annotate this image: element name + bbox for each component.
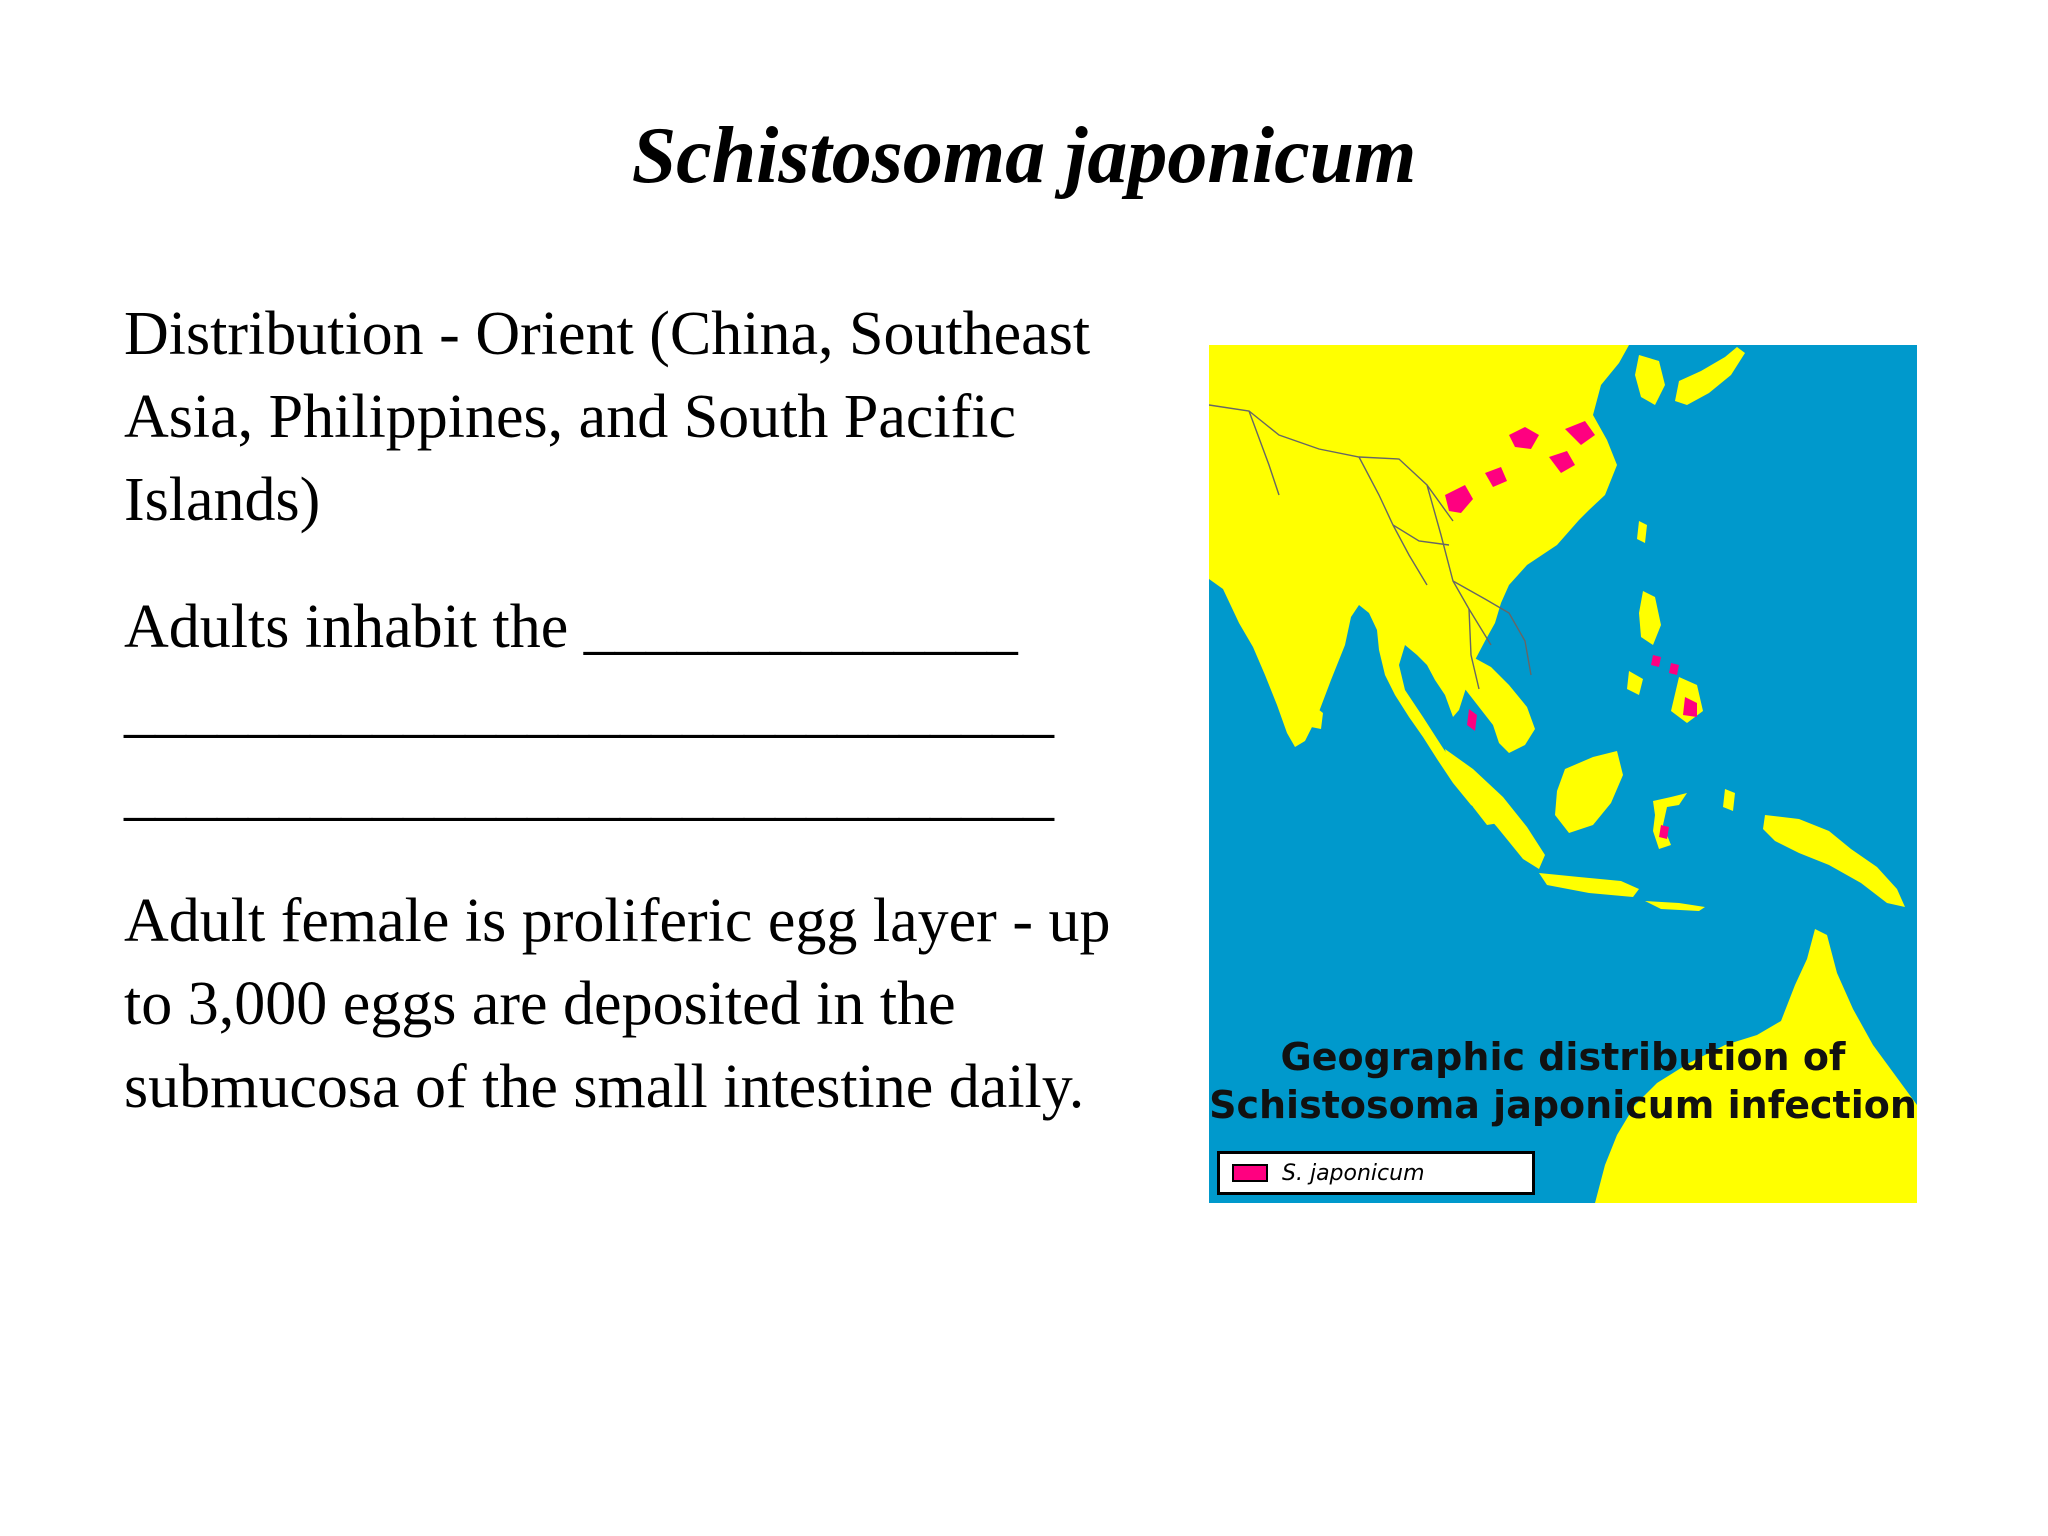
asia-mainland [1209, 345, 1629, 815]
japan [1675, 347, 1745, 405]
map-caption-line-1: Geographic distribution of [1280, 1035, 1846, 1079]
adults-paragraph [124, 586, 1174, 835]
map-caption-line-2: Schistosoma japonicum infection [1209, 1083, 1917, 1127]
distribution-paragraph: Distribution - Orient (China, Southeast Asia, Philippines, and South Pacific Islands) [124, 300, 1091, 534]
map-legend [1217, 1151, 1535, 1195]
endemic-area-samar [1669, 663, 1679, 675]
endemic-area-leyte [1651, 655, 1661, 667]
fill-in-blank-line: ______________________________ [124, 676, 1054, 744]
luzon [1639, 591, 1661, 645]
slide-title: Schistosoma japonicum [631, 112, 1417, 200]
java [1539, 873, 1639, 897]
sri-lanka [1311, 705, 1323, 729]
korea [1635, 355, 1665, 405]
indochina [1453, 645, 1535, 753]
lesser-sunda [1645, 901, 1705, 911]
legend-label: S. japonicum [1282, 1160, 1425, 1186]
taiwan [1637, 521, 1647, 543]
borneo [1555, 751, 1623, 833]
new-guinea [1763, 815, 1905, 907]
adults-habitat-prompt: Adults inhabit the ______________ [124, 593, 1018, 661]
map-caption [1209, 1033, 1917, 1129]
fill-in-blank-line: ______________________________ [124, 759, 1054, 827]
moluccas [1723, 789, 1735, 811]
endemic-area-mekong [1467, 709, 1477, 731]
sulawesi [1653, 793, 1687, 849]
sumatra [1445, 749, 1545, 869]
legend-swatch [1232, 1164, 1268, 1182]
distribution-map [1209, 345, 1917, 1203]
visayas [1627, 671, 1643, 695]
egg-laying-paragraph: Adult female is proliferic egg layer - up to 3,000 eggs are deposited in the submucosa of the small intestine daily. [124, 887, 1111, 1121]
